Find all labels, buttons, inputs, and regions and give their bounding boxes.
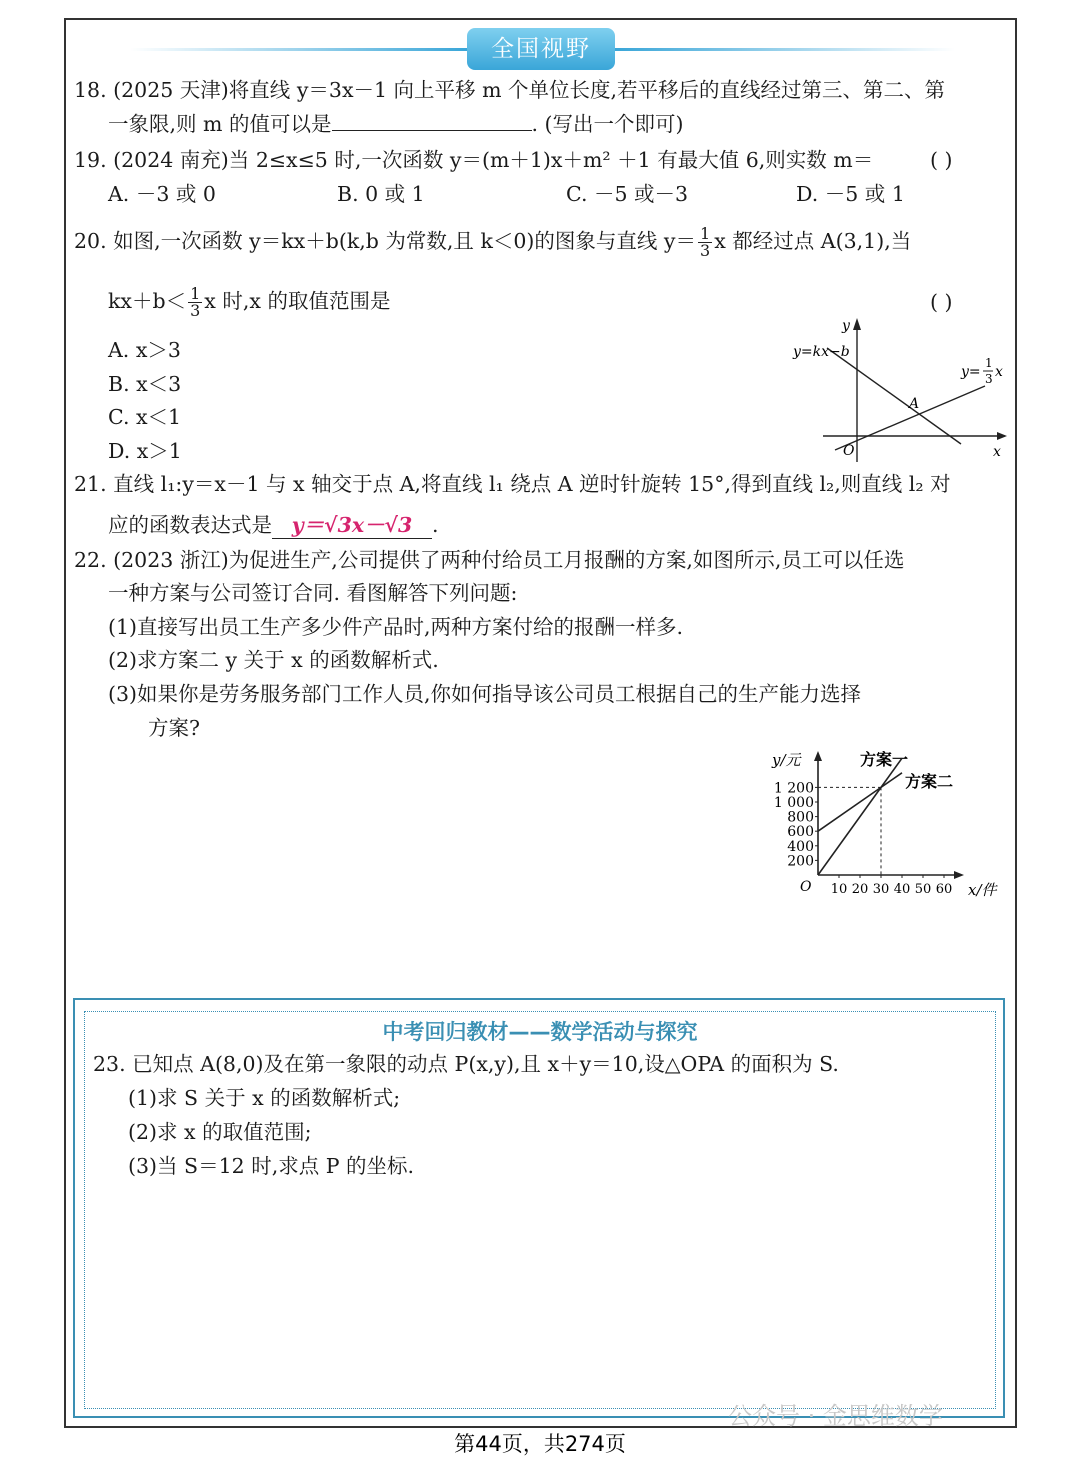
q22-part3a: (3)如果你是劳务服务部门工作人员,你如何指导该公司员工根据自己的生产能力选择 bbox=[108, 682, 862, 706]
q20-point-a-label: A bbox=[909, 396, 920, 412]
watermark: 公众号 · 金思维数学 bbox=[728, 1402, 943, 1430]
q22-y-label: y/元 bbox=[772, 751, 801, 769]
q20-option-d: D. x＞1 bbox=[108, 439, 182, 463]
fraction-numerator: 1 bbox=[190, 284, 201, 303]
q21-line2-text: 应的函数表达式是 bbox=[108, 513, 272, 537]
q21-line1: 21. 直线 l₁:y＝x－1 与 x 轴交于点 A,将直线 l₁ 绕点 A 逆时针旋转 15°,得到直线 l₂,则直线 l₂ 对 bbox=[74, 472, 951, 496]
q22-part2: (2)求方案二 y 关于 x 的函数解析式. bbox=[108, 648, 439, 672]
q18-line2-text: 一象限,则 m 的值可以是 bbox=[108, 112, 332, 136]
q18-line2 bbox=[108, 112, 684, 137]
q20-fraction-2 bbox=[188, 286, 202, 319]
q22-part3b: 方案? bbox=[148, 716, 200, 740]
page-footer: 第44页，共274页 bbox=[454, 1432, 626, 1456]
q22-line2: 一种方案与公司签订合同. 看图解答下列问题: bbox=[108, 581, 518, 605]
q20-answer-paren[interactable]: ( ) bbox=[930, 290, 953, 314]
q19-option-a: A. －3 或 0 bbox=[108, 182, 216, 206]
q22-x-tick-label: 60 bbox=[935, 882, 953, 897]
q22-plan1-label: 方案一 bbox=[860, 750, 909, 769]
q22-y-tick-label: 1 200 bbox=[773, 780, 814, 797]
q22-y-tick-label: 200 bbox=[787, 853, 814, 870]
q20-option-b: B. x＜3 bbox=[108, 372, 182, 396]
banner-rule-right bbox=[615, 48, 955, 51]
q23-part3: (3)当 S＝12 时,求点 P 的坐标. bbox=[128, 1154, 415, 1178]
q22-graph bbox=[760, 745, 1015, 905]
q20-label-frac-num: 1 bbox=[985, 356, 993, 370]
q22-series-plan2 bbox=[818, 758, 902, 875]
q19-option-b: B. 0 或 1 bbox=[337, 182, 425, 206]
q23-line1: 23. 已知点 A(8,0)及在第一象限的动点 P(x,y),且 x＋y＝10,设△OPA 的面积为 S. bbox=[93, 1052, 839, 1076]
q22-x-arrow bbox=[954, 871, 964, 879]
q19-option-d: D. －5 或 1 bbox=[796, 182, 905, 206]
q20-line2-tail: x 时,x 的取值范围是 bbox=[204, 289, 391, 313]
q20-label-line2-x: x bbox=[995, 364, 1003, 380]
fraction-denominator: 3 bbox=[700, 241, 711, 260]
q19-option-c: C. －5 或－3 bbox=[566, 182, 689, 206]
q20-line1-text: 20. 如图,一次函数 y＝kx＋b(k,b 为常数,且 k＜0)的图象与直线 y＝ bbox=[74, 229, 697, 253]
q22-y-tick-label: 400 bbox=[787, 838, 814, 855]
q22-x-tick-label: 30 bbox=[872, 882, 890, 897]
q22-y-tick-label: 1 000 bbox=[773, 795, 814, 811]
q20-line2 bbox=[108, 286, 390, 319]
q23-part1: (1)求 S 关于 x 的函数解析式; bbox=[128, 1086, 401, 1110]
q20-y-arrow bbox=[853, 318, 861, 330]
q22-y-tick-label: 600 bbox=[787, 824, 814, 841]
q22-origin-label: O bbox=[800, 879, 812, 895]
q21-line2-tail: . bbox=[432, 513, 439, 537]
q21-answer: y＝√3x－√3 bbox=[272, 513, 432, 539]
section-banner: 全国视野 bbox=[467, 28, 615, 70]
q22-x-tick-label: 40 bbox=[893, 882, 911, 897]
q20-y-label: y bbox=[842, 318, 850, 334]
q23-part2: (2)求 x 的取值范围; bbox=[128, 1120, 312, 1144]
q22-y-arrow bbox=[814, 751, 822, 761]
q20-x-arrow bbox=[997, 432, 1007, 440]
q20-graph bbox=[785, 312, 1015, 467]
q22-y-tick-label: 800 bbox=[787, 809, 814, 826]
q22-series-plan1 bbox=[818, 773, 902, 831]
q20-x-label: x bbox=[993, 444, 1001, 460]
q20-line1-tail: x 都经过点 A(3,1),当 bbox=[714, 229, 912, 253]
q20-option-c: C. x＜1 bbox=[108, 405, 182, 429]
banner-rule-left bbox=[130, 48, 467, 51]
q19-line1: 19. (2024 南充)当 2≤x≤5 时,一次函数 y＝(m＋1)x＋m² ＋1 有最大值 6,则实数 m＝ bbox=[74, 148, 874, 172]
q22-x-label: x/件 bbox=[968, 881, 997, 899]
q18-answer-blank[interactable] bbox=[332, 112, 532, 131]
q19-answer-paren[interactable]: ( ) bbox=[930, 148, 953, 172]
fraction-numerator: 1 bbox=[700, 224, 711, 243]
q22-x-tick-label: 20 bbox=[851, 882, 869, 897]
q22-x-tick-label: 50 bbox=[914, 882, 932, 897]
q22-x-tick-label: 10 bbox=[830, 882, 848, 897]
q20-label-line1: y=kx−b bbox=[793, 344, 850, 360]
q20-line1 bbox=[74, 226, 911, 259]
q20-option-a: A. x＞3 bbox=[108, 338, 181, 362]
q20-line-kx-b bbox=[827, 348, 961, 444]
q18-line1: 18. (2025 天津)将直线 y＝3x－1 向上平移 m 个单位长度,若平移后的直线经过第三、第二、第 bbox=[74, 78, 946, 102]
q22-plan2-label: 方案二 bbox=[905, 772, 954, 791]
review-section-title: 中考回归教材——数学活动与探究 bbox=[382, 1020, 698, 1044]
fraction-denominator: 3 bbox=[190, 301, 201, 320]
q20-line2-text: kx＋b＜ bbox=[108, 289, 187, 313]
q20-origin-label: O bbox=[843, 443, 855, 459]
q18-line2-tail: . (写出一个即可) bbox=[531, 112, 684, 136]
q22-line1: 22. (2023 浙江)为促进生产,公司提供了两种付给员工月报酬的方案,如图所示,员工可以任选 bbox=[74, 548, 905, 572]
q22-part1: (1)直接写出员工生产多少件产品时,两种方案付给的报酬一样多. bbox=[108, 615, 684, 639]
q20-fraction-1 bbox=[698, 226, 712, 259]
q20-label-line2: y= bbox=[961, 364, 981, 380]
q21-line2 bbox=[108, 513, 439, 539]
q20-label-frac-den: 3 bbox=[985, 372, 993, 386]
